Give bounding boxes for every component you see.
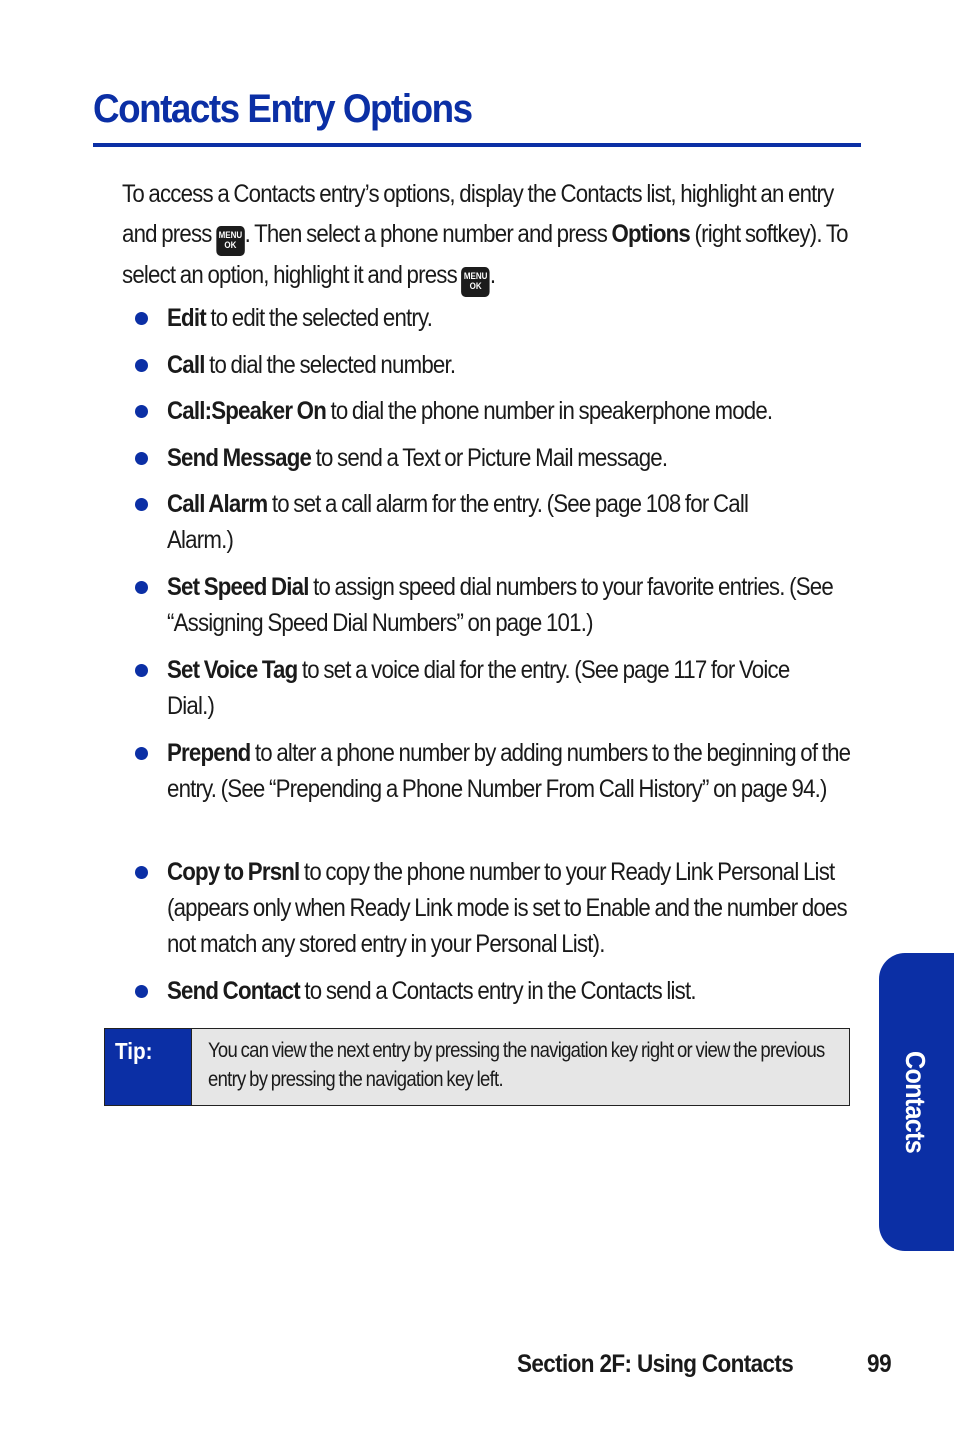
tip-text: You can view the next entry by pressing the navigation key right or view the previous entry by pressing the navigation key left. bbox=[208, 1039, 825, 1091]
bullet-icon bbox=[135, 359, 148, 372]
option-description: to set a call alarm for the entry. (See page 108 for Call Alarm.) bbox=[167, 490, 749, 554]
option-term: Send Message bbox=[167, 444, 312, 472]
list-item-text bbox=[167, 735, 852, 807]
bullet-icon bbox=[135, 405, 148, 418]
list-item-text bbox=[167, 569, 852, 641]
intro-text-4: . bbox=[489, 260, 496, 289]
option-term: Prepend bbox=[167, 739, 251, 767]
intro-paragraph bbox=[122, 175, 862, 297]
list-item-text bbox=[167, 393, 852, 429]
option-description: to edit the selected entry. bbox=[210, 304, 433, 332]
option-term: Send Contact bbox=[167, 977, 300, 1005]
footer-section-title: Section 2F: Using Contacts bbox=[517, 1350, 794, 1378]
option-description: to assign speed dial numbers to your favorite entries. (See “Assigning Speed Dial Numbers” on page 101.) bbox=[167, 573, 833, 637]
title-divider bbox=[93, 143, 861, 147]
list-item-text bbox=[167, 652, 817, 724]
option-term: Call:Speaker On bbox=[167, 397, 326, 425]
option-description: to dial the phone number in speakerphone mode. bbox=[330, 397, 773, 425]
menu-key-top: MENU bbox=[218, 229, 243, 240]
bullet-icon bbox=[135, 581, 148, 594]
option-description: to set a voice dial for the entry. (See page 117 for Voice Dial.) bbox=[167, 656, 790, 720]
option-description: to copy the phone number to your Ready Link Personal List (appears only when Ready Link mode is set to Enable and the number does not match any stored entry in your Personal List). bbox=[167, 858, 847, 958]
option-term: Copy to Prsnl bbox=[167, 858, 300, 886]
option-description: to send a Text or Picture Mail message. bbox=[315, 444, 668, 472]
intro-text-3: (right softkey). To select an option, highlight it and press bbox=[122, 219, 848, 289]
list-item-text bbox=[167, 300, 852, 336]
bullet-icon bbox=[135, 498, 148, 511]
options-label: Options bbox=[611, 219, 690, 248]
list-item-text bbox=[167, 486, 790, 558]
bullet-icon bbox=[135, 866, 148, 879]
option-description: to dial the selected number. bbox=[209, 351, 456, 379]
list-item-text bbox=[167, 973, 852, 1009]
intro-text-2: . Then select a phone number and press bbox=[244, 219, 608, 248]
option-term: Edit bbox=[167, 304, 206, 332]
option-term: Set Speed Dial bbox=[167, 573, 309, 601]
side-tab-label: Contacts bbox=[900, 1050, 931, 1154]
option-description: to send a Contacts entry in the Contacts list. bbox=[304, 977, 696, 1005]
bullet-icon bbox=[135, 452, 148, 465]
option-term: Set Voice Tag bbox=[167, 656, 298, 684]
tip-box bbox=[104, 1028, 850, 1106]
menu-key-bottom: OK bbox=[224, 239, 237, 250]
menu-key-bottom: OK bbox=[469, 280, 482, 291]
list-item-text bbox=[167, 347, 852, 383]
bullet-icon bbox=[135, 985, 148, 998]
menu-key-top: MENU bbox=[463, 270, 488, 281]
bullet-icon bbox=[135, 664, 148, 677]
list-item-text bbox=[167, 440, 852, 476]
tip-label-cell bbox=[105, 1029, 192, 1105]
bullet-icon bbox=[135, 747, 148, 760]
intro-text-1: To access a Contacts entry’s options, display the Contacts list, highlight an entry and press bbox=[122, 180, 834, 248]
option-term: Call bbox=[167, 351, 205, 379]
menu-ok-key-icon bbox=[216, 226, 244, 256]
list-item-text bbox=[167, 854, 852, 962]
bullet-icon bbox=[135, 312, 148, 325]
option-term: Call Alarm bbox=[167, 490, 268, 518]
page-title: Contacts Entry Options bbox=[93, 87, 472, 131]
option-description: to alter a phone number by adding numbers to the beginning of the entry. (See “Prepending a Phone Number From Call History” on page 94.) bbox=[167, 739, 851, 803]
menu-ok-key-icon bbox=[461, 267, 489, 297]
tip-label: Tip: bbox=[115, 1038, 153, 1064]
page-number: 99 bbox=[867, 1350, 892, 1378]
